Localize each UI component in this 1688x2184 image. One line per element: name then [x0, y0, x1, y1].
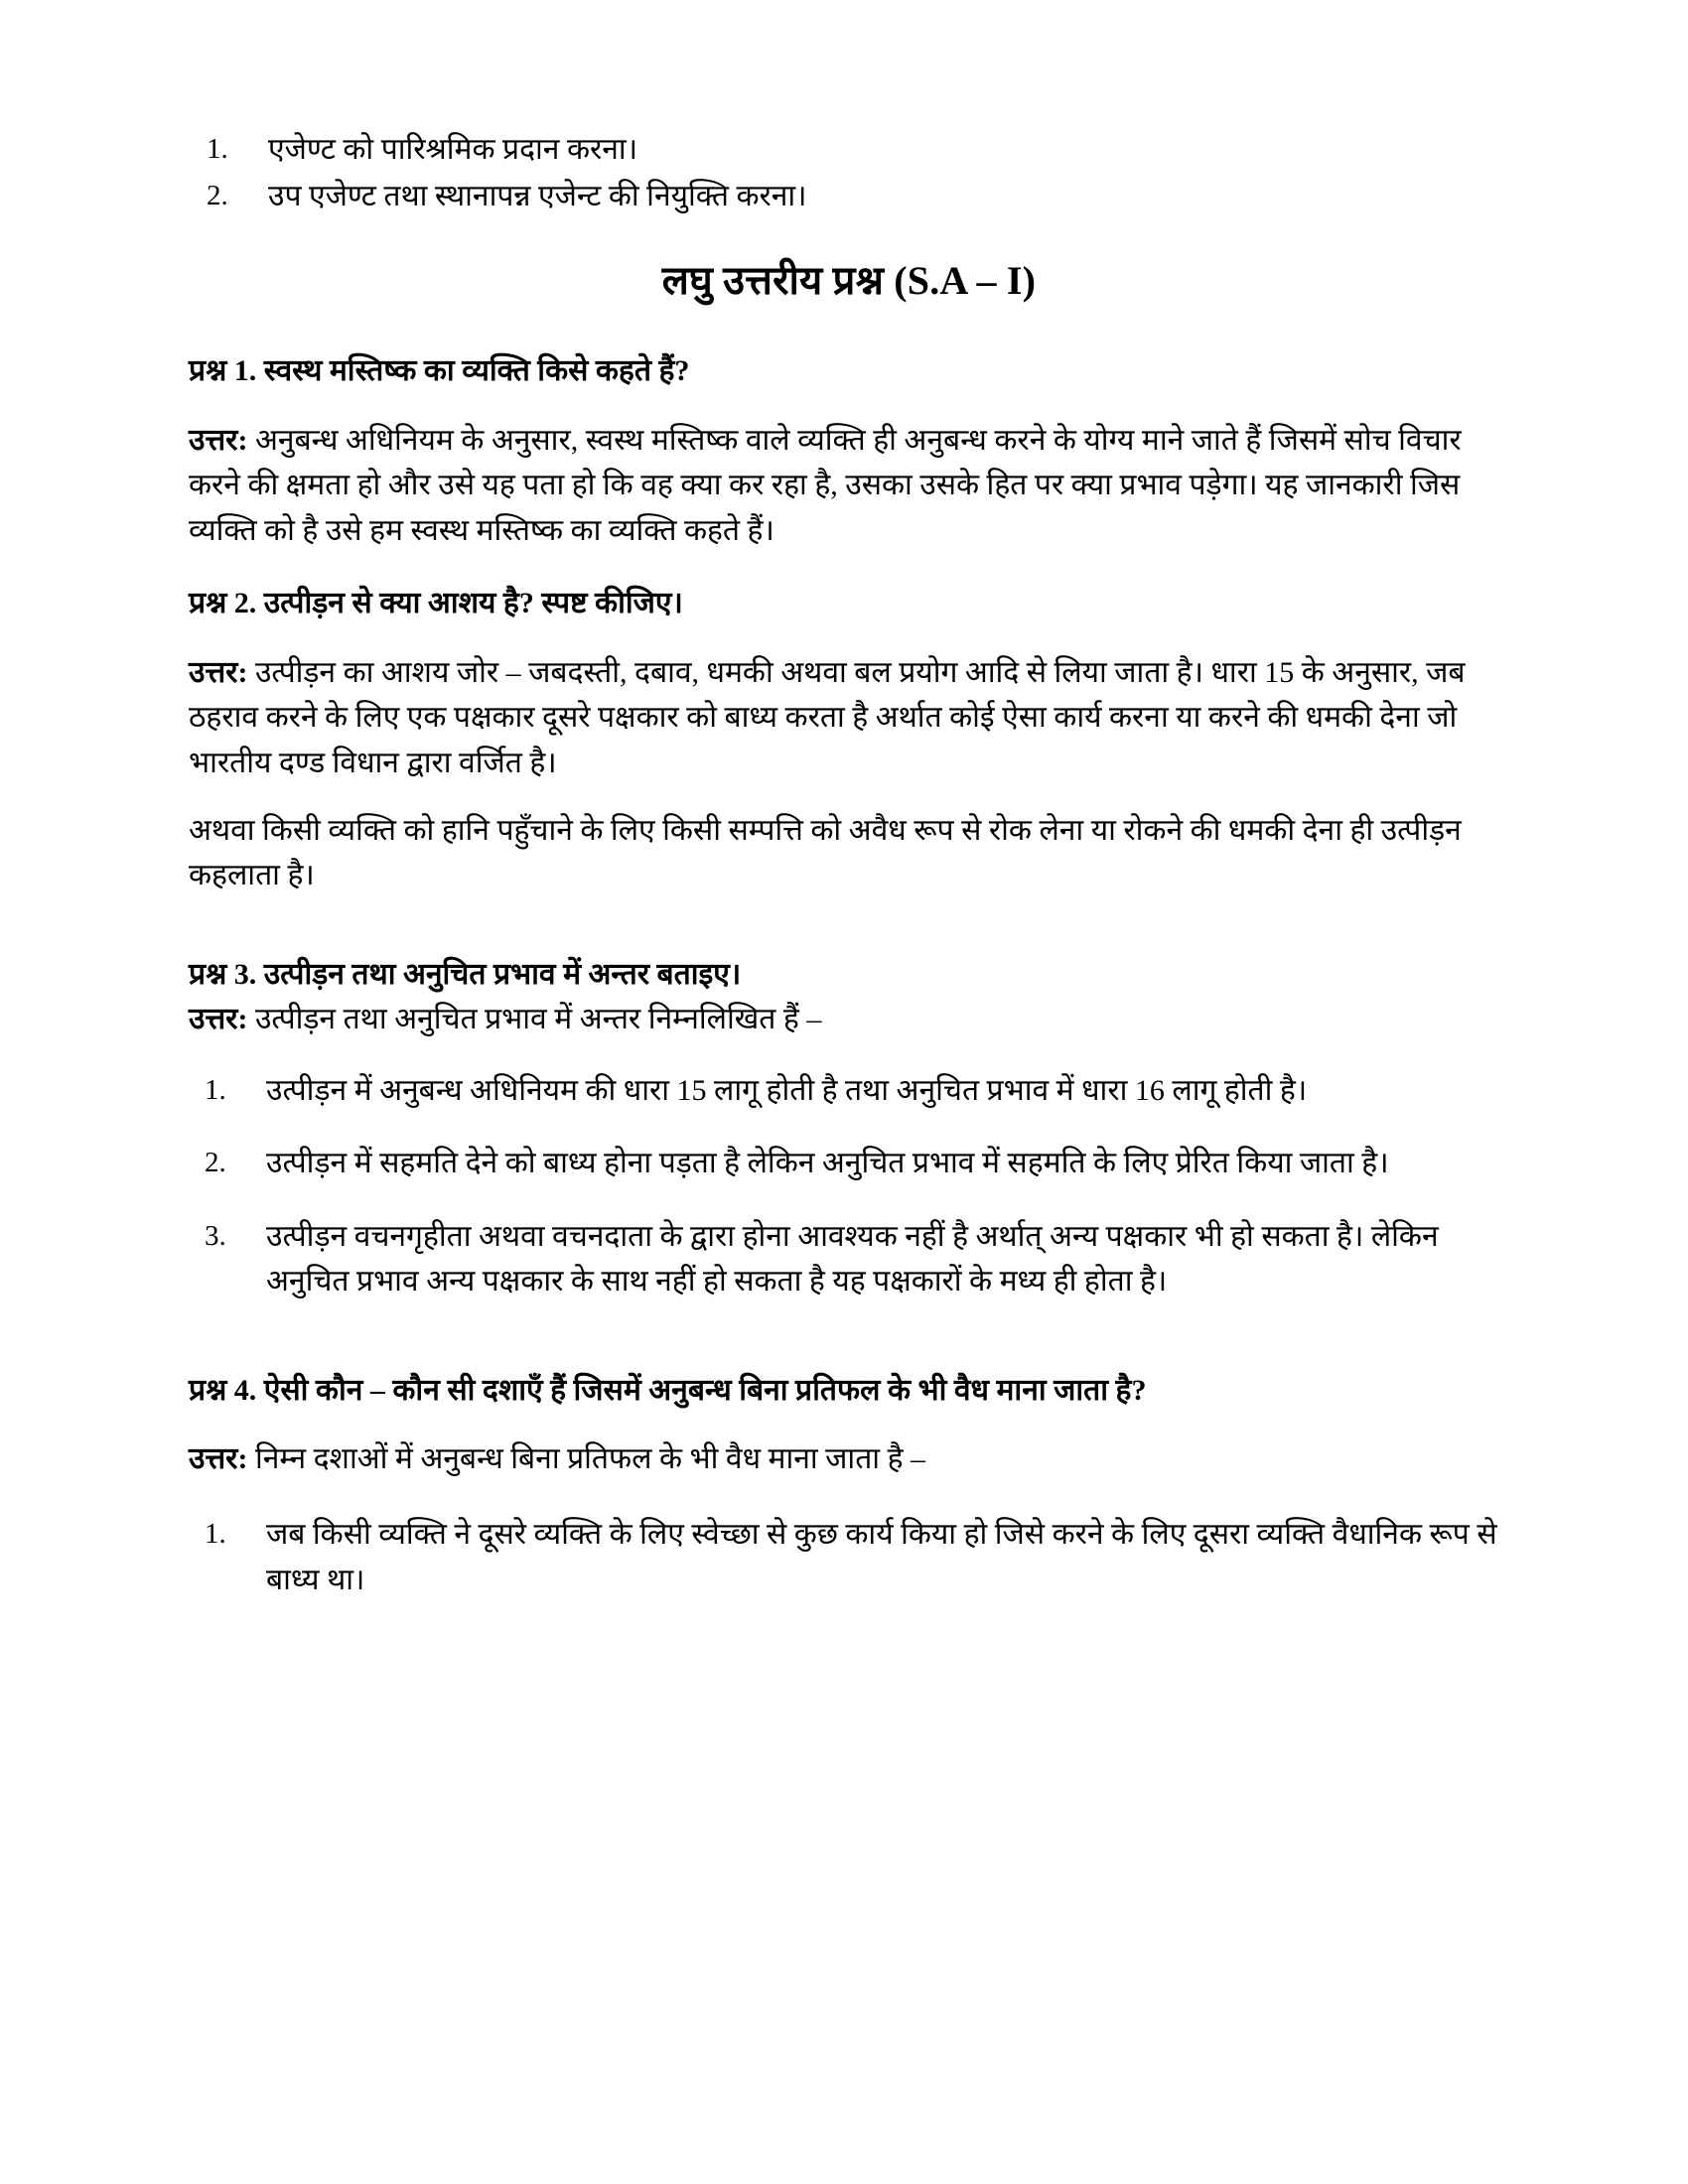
answer-text: निम्न दशाओं में अनुबन्ध बिना प्रतिफल के भी वैध माना जाता है –: [247, 1442, 925, 1476]
answer-label: उत्तर:: [189, 655, 248, 689]
list-item: उत्पीड़न में अनुबन्ध अधिनियम की धारा 15 लागू होती है तथा अनुचित प्रभाव में धारा 16 लागू होती है।: [266, 1073, 1308, 1107]
question-4-heading: प्रश्न 4. ऐसी कौन – कौन सी दशाएँ हैं जिसमें अनुबन्ध बिना प्रतिफल के भी वैध माना जाता है?: [189, 1374, 1147, 1408]
question-1-heading: प्रश्न 1. स्वस्थ मस्तिष्क का व्यक्ति किसे कहते हैं?: [189, 354, 690, 388]
question-4-answer: [189, 1436, 1509, 1482]
answer-label: उत्तर:: [189, 1003, 248, 1036]
top-continuation-list: [189, 129, 1509, 217]
answer-label: उत्तर:: [189, 1442, 248, 1476]
list-item: उप एजेण्ट तथा स्थानापन्न एजेन्ट की नियुक्ति करना।: [268, 179, 807, 212]
question-3-heading: प्रश्न 3. उत्पीड़न तथा अनुचित प्रभाव में अन्तर बताइए।: [189, 957, 742, 991]
list-item: उत्पीड़न वचनगृहीता अथवा वचनदाता के द्वारा होना आवश्यक नहीं है अर्थात् अन्य पक्षकार भी हो सकता है। लेकिन अनुचित प्रभाव अन्य पक्षकार के साथ नहीं हो सकता है यह पक्षकारों के मध्य ही होता है।: [266, 1219, 1439, 1298]
list-item: एजेण्ट को पारिश्रमिक प्रदान करना।: [268, 133, 638, 166]
list-item: उत्पीड़न में सहमति देने को बाध्य होना पड़ता है लेकिन अनुचित प्रभाव में सहमति के लिए प्रेरित किया जाता है।: [266, 1147, 1389, 1180]
question-2-heading: प्रश्न 2. उत्पीड़न से क्या आशय है? स्पष्ट कीजिए।: [189, 587, 683, 620]
answer-label: उत्तर:: [189, 423, 248, 457]
question-2-answer: [189, 650, 1509, 786]
answer-text: उत्पीड़न तथा अनुचित प्रभाव में अन्तर निम्नलिखित हैं –: [247, 1003, 822, 1036]
answer-text: उत्पीड़न का आशय जोर – जबदस्ती, दबाव, धमकी अथवा बल प्रयोग आदि से लिया जाता है। धारा 15 के अनुसार, जब ठहराव करने के लिए एक पक्षकार दूसरे पक्षकार को बाध्य करता है अर्थात कोई ऐसा कार्य करना या करने की धमकी देना जो भारतीय दण्ड विधान द्वारा वर्जित है।: [189, 655, 1466, 779]
question-4-answer-list: [189, 1512, 1509, 1602]
answer-text: अनुबन्ध अधिनियम के अनुसार, स्वस्थ मस्तिष्क वाले व्यक्ति ही अनुबन्ध करने के योग्य माने जाते हैं जिसमें सोच विचार करने की क्षमता हो और उसे यह पता हो कि वह क्या कर रहा है, उसका उसके हित पर क्या प्रभाव पड़ेगा। यह जानकारी जिस व्यक्ति को है उसे हम स्वस्थ मस्तिष्क का व्यक्ति कहते हैं।: [189, 423, 1462, 547]
question-3-answer: [189, 997, 1509, 1042]
question-3-answer-list: [189, 1068, 1509, 1304]
question-2-answer-alternate: अथवा किसी व्यक्ति को हानि पहुँचाने के लिए किसी सम्पत्ति को अवैध रूप से रोक लेना या रोकने की धमकी देना ही उत्पीड़न कहलाता है।: [189, 813, 1462, 892]
spacer: [189, 1330, 1509, 1370]
list-item: जब किसी व्यक्ति ने दूसरे व्यक्ति के लिए स्वेच्छा से कुछ कार्य किया हो जिसे करने के लिए दूसरा व्यक्ति वैधानिक रूप से बाध्य था।: [266, 1518, 1497, 1596]
section-heading: लघु उत्तरीय प्रश्न (S.A – I): [661, 258, 1037, 304]
question-1-answer: [189, 418, 1509, 554]
